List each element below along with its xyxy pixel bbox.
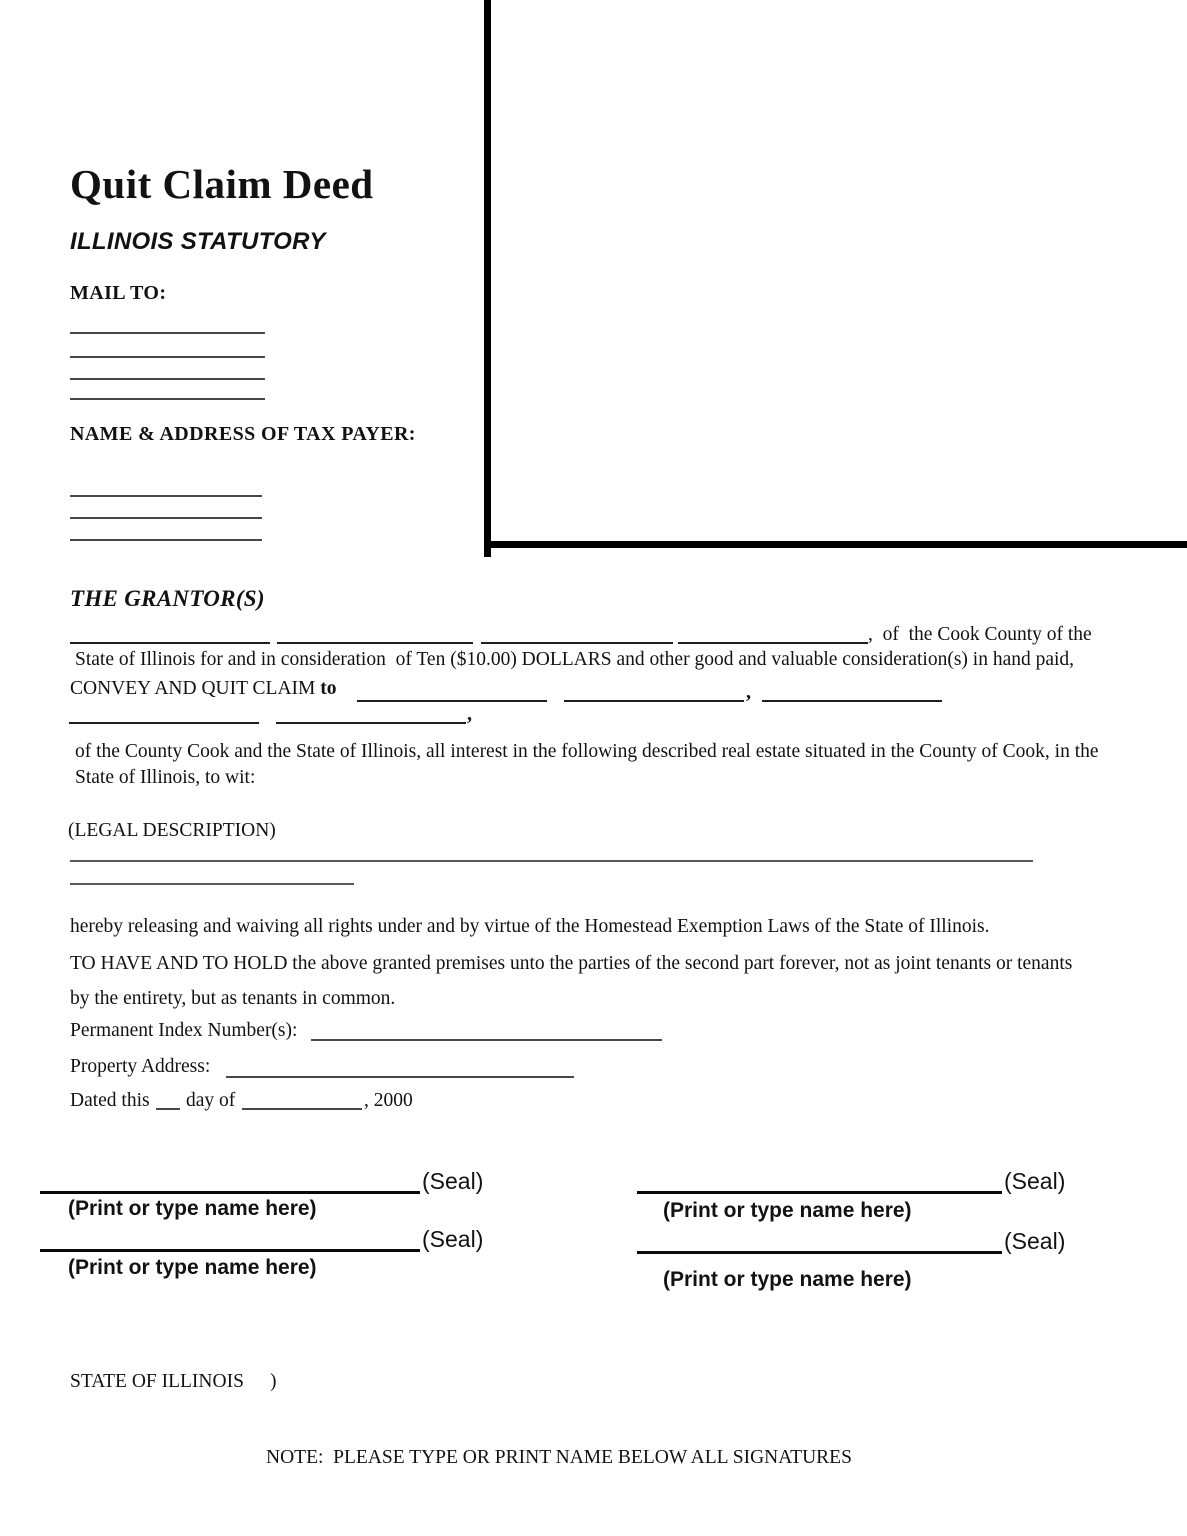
dated-day-of: day of — [186, 1090, 236, 1111]
convey-line — [70, 678, 337, 700]
county-paragraph-line: of the County Cook and the State of Illinois, all interest in the following described real estate situated in the County of Cook, in the — [75, 741, 1099, 762]
seal-label: (Seal) — [422, 1226, 484, 1252]
convey-prefix: CONVEY AND QUIT CLAIM — [70, 678, 321, 699]
dated-month-blank-line — [242, 1108, 362, 1110]
dated-prefix: Dated this — [70, 1090, 150, 1111]
seal-label: (Seal) — [1004, 1168, 1066, 1194]
signature-line — [637, 1251, 1002, 1254]
mail-to-blank-line — [70, 398, 265, 400]
property-address-blank-line — [226, 1076, 574, 1078]
homestead-line: hereby releasing and waiving all rights under and by virtue of the Homestead Exemption Laws of the State of Illinois. — [70, 916, 990, 937]
grantor-name-blank-line — [277, 642, 473, 644]
county-paragraph-line: State of Illinois, to wit: — [75, 767, 256, 788]
consideration-line: State of Illinois for and in consideration of Ten ($10.00) DOLLARS and other good and valuable consideration(s) in hand paid, — [75, 649, 1075, 670]
convey-to-word: to — [320, 678, 337, 699]
print-name-label: (Print or type name here) — [663, 1268, 912, 1291]
grantor-name-blank-line — [70, 642, 270, 644]
page-subtitle: ILLINOIS STATUTORY — [70, 228, 326, 255]
state-paren: ) — [270, 1371, 277, 1392]
legal-description-blank-line — [70, 883, 354, 885]
horizontal-divider-line — [484, 541, 1187, 548]
seal-label: (Seal) — [1004, 1228, 1066, 1254]
dated-year-suffix: , 2000 — [364, 1090, 413, 1111]
dated-day-blank-line — [156, 1108, 180, 1110]
grantee-name-blank-line — [276, 722, 466, 724]
pin-blank-line — [311, 1039, 662, 1041]
convey-comma: , — [746, 681, 751, 703]
print-name-label: (Print or type name here) — [663, 1199, 912, 1222]
mail-to-blank-line — [70, 332, 265, 334]
entirety-line: by the entirety, but as tenants in common. — [70, 988, 396, 1009]
grantee-name-blank-line — [564, 700, 744, 702]
print-name-label: (Print or type name here) — [68, 1197, 317, 1220]
print-name-label: (Print or type name here) — [68, 1256, 317, 1279]
signature-line — [40, 1191, 420, 1194]
property-address-label: Property Address: — [70, 1056, 211, 1077]
grantee-name-blank-line — [762, 700, 942, 702]
grantor-line-suffix: , of the Cook County of the — [868, 624, 1092, 645]
grantors-heading: THE GRANTOR(S) — [70, 586, 265, 611]
grantee-name-blank-line — [69, 722, 259, 724]
tax-payer-blank-line — [70, 517, 262, 519]
legal-description-blank-line — [70, 860, 1033, 862]
grantor-name-blank-line — [678, 642, 868, 644]
tax-payer-blank-line — [70, 495, 262, 497]
convey-comma: , — [467, 703, 472, 725]
signature-line — [40, 1249, 420, 1252]
seal-label: (Seal) — [422, 1168, 484, 1194]
page-title: Quit Claim Deed — [70, 161, 374, 207]
state-of-illinois-label: STATE OF ILLINOIS — [70, 1371, 244, 1392]
mail-to-label: MAIL TO: — [70, 282, 167, 304]
note-line: NOTE: PLEASE TYPE OR PRINT NAME BELOW ALL SIGNATURES — [266, 1447, 852, 1468]
to-have-and-hold-line: TO HAVE AND TO HOLD the above granted premises unto the parties of the second part forever, not as joint tenants or tenants — [70, 953, 1073, 974]
tax-payer-blank-line — [70, 539, 262, 541]
grantor-name-blank-line — [481, 642, 673, 644]
grantee-name-blank-line — [357, 700, 547, 702]
tax-payer-label: NAME & ADDRESS OF TAX PAYER: — [70, 423, 416, 445]
mail-to-blank-line — [70, 378, 265, 380]
mail-to-blank-line — [70, 356, 265, 358]
legal-description-label: (LEGAL DESCRIPTION) — [68, 820, 276, 841]
pin-label: Permanent Index Number(s): — [70, 1020, 298, 1041]
signature-line — [637, 1191, 1002, 1194]
vertical-divider-line — [484, 0, 491, 557]
